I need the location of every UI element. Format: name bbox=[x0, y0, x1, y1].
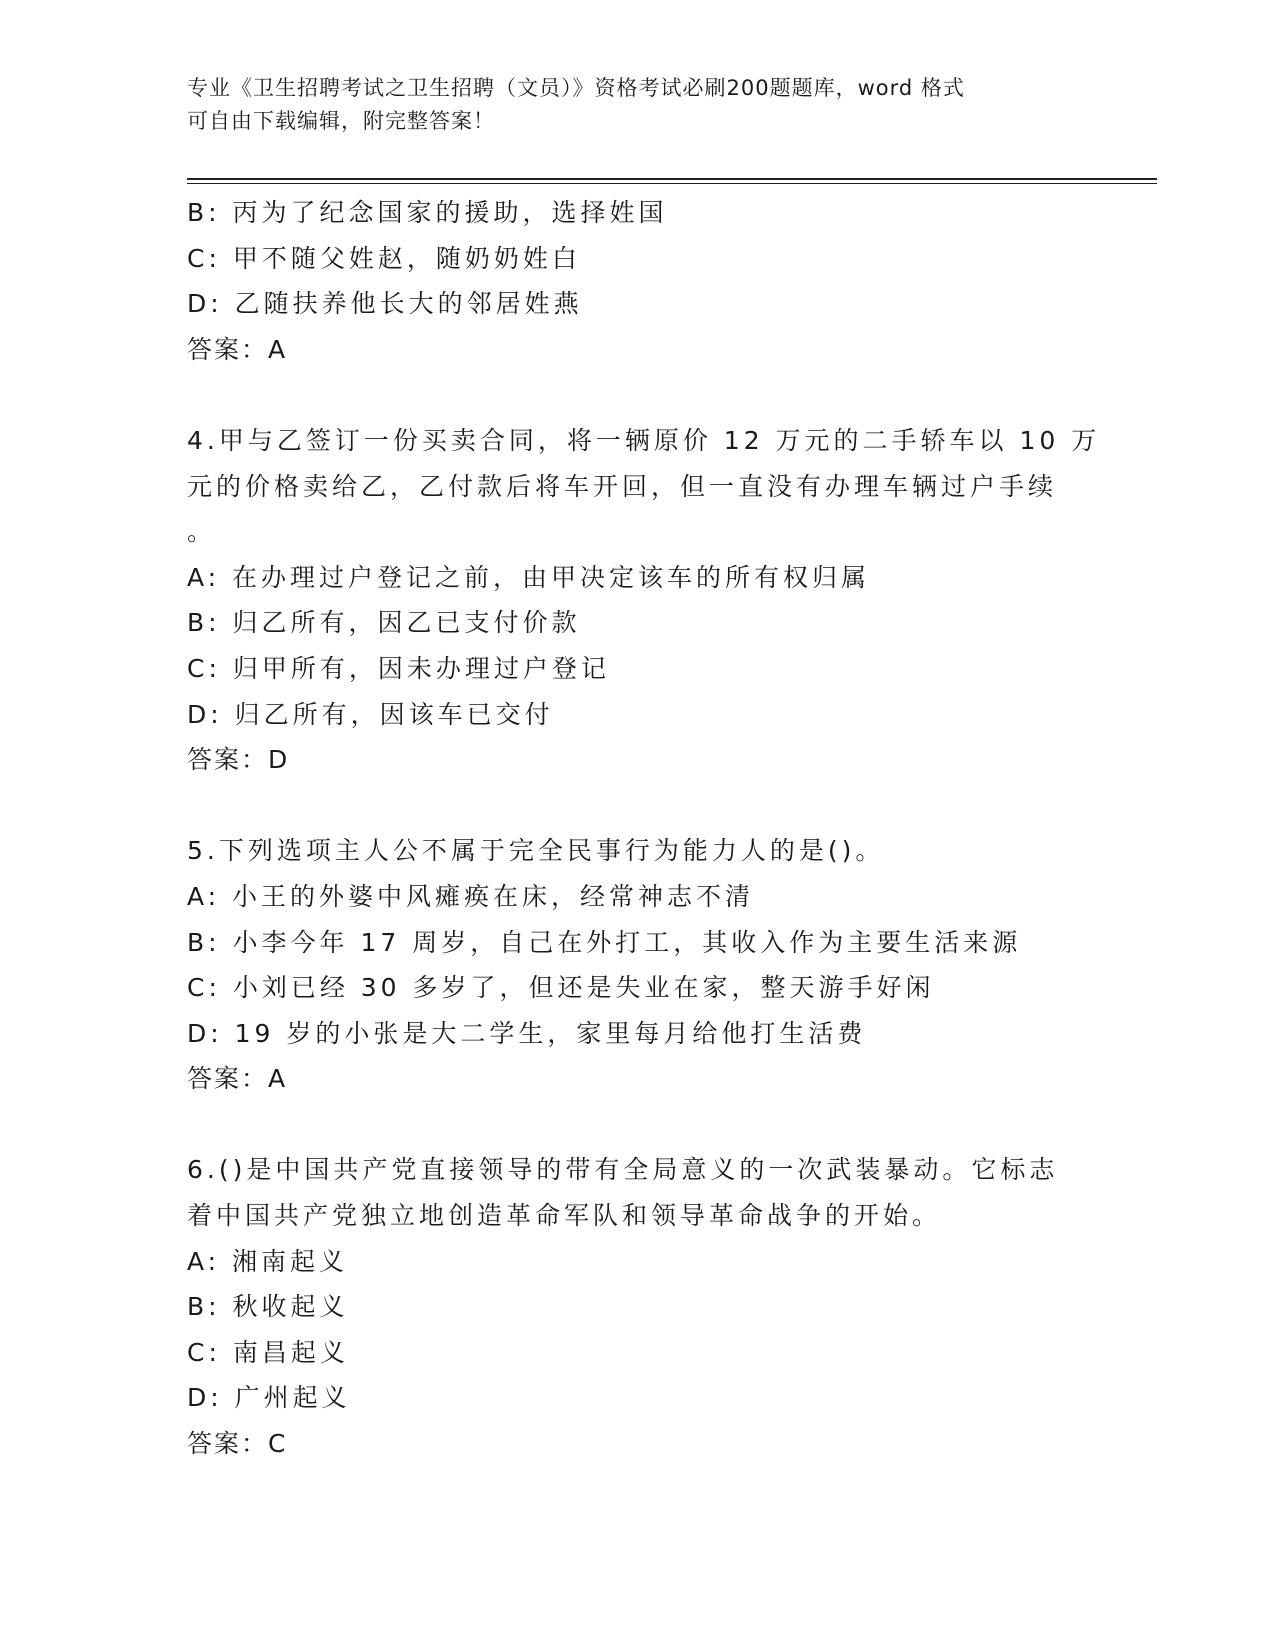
document-header bbox=[187, 72, 1067, 138]
spacer bbox=[187, 783, 1067, 829]
question-stem: 。 bbox=[187, 517, 217, 547]
option-b: B: 丙为了纪念国家的援助，选择姓国 bbox=[187, 198, 668, 227]
answer-line: 答案：D bbox=[187, 745, 290, 775]
header-divider-thick bbox=[187, 178, 1157, 180]
question-stem: 4.甲与乙签订一份买卖合同，将一辆原价 12 万元的二手轿车以 10 万 bbox=[187, 425, 1101, 455]
option-b: B: 归乙所有，因乙已支付价款 bbox=[187, 608, 581, 638]
question-stem: 6.()是中国共产党直接领导的带有全局意义的一次武装暴动。它标志 bbox=[187, 1155, 1059, 1185]
option-d: D: 乙随扶养他长大的邻居姓燕 bbox=[187, 289, 583, 319]
question-stem: 着中国共产党独立地创造革命军队和领导革命战争的开始。 bbox=[187, 1201, 942, 1231]
question-6 bbox=[187, 1147, 1067, 1466]
answer-line: 答案：A bbox=[187, 334, 288, 364]
option-d: D: 19 岁的小张是大二学生，家里每月给他打生活费 bbox=[187, 1018, 867, 1048]
question-3 bbox=[187, 190, 1067, 372]
answer-line: 答案：A bbox=[187, 1064, 288, 1094]
option-a: A: 小王的外婆中风瘫痪在床，经常神志不清 bbox=[187, 881, 755, 911]
question-4 bbox=[187, 418, 1101, 783]
header-subtitle-line: 可自由下载编辑，附完整答案！ bbox=[187, 109, 495, 133]
question-list bbox=[187, 190, 1101, 1467]
option-a: A: 湘南起义 bbox=[187, 1246, 349, 1276]
option-c: C: 南昌起义 bbox=[187, 1337, 349, 1367]
spacer bbox=[187, 1102, 1067, 1148]
header-title-line: 专业《卫生招聘考试之卫生招聘（文员）》资格考试必刷200题题库，word 格式 bbox=[187, 76, 965, 100]
header-divider-thin bbox=[187, 183, 1157, 184]
option-b: B: 小李今年 17 周岁，自己在外打工，其收入作为主要生活来源 bbox=[187, 927, 1022, 957]
option-c: C: 归甲所有，因未办理过户登记 bbox=[187, 653, 610, 683]
question-stem: 元的价格卖给乙，乙付款后将车开回，但一直没有办理车辆过户手续 bbox=[187, 471, 1058, 501]
option-b: B: 秋收起义 bbox=[187, 1292, 349, 1322]
answer-line: 答案：C bbox=[187, 1429, 288, 1459]
option-a: A: 在办理过户登记之前，由甲决定该车的所有权归属 bbox=[187, 562, 871, 592]
option-c: C: 小刘已经 30 多岁了，但还是失业在家，整天游手好闲 bbox=[187, 973, 935, 1003]
spacer bbox=[187, 372, 1067, 418]
option-d: D: 归乙所有，因该车已交付 bbox=[187, 699, 554, 729]
question-5 bbox=[187, 828, 1067, 1102]
question-stem: 5.下列选项主人公不属于完全民事行为能力人的是()。 bbox=[187, 836, 885, 866]
option-d: D: 广州起义 bbox=[187, 1383, 351, 1413]
option-c: C: 甲不随父姓赵，随奶奶姓白 bbox=[187, 243, 581, 273]
